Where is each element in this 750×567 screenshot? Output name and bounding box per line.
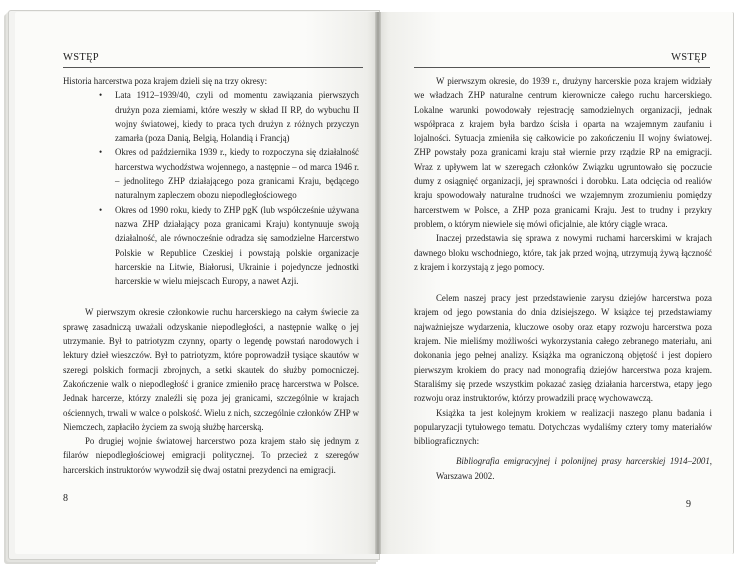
paragraph: Inaczej przedstawia się sprawa z nowymi ruchami harcerskimi w krajach dawnego bloku wschodniego, które, tak jak przed wojną, utrzymują żywą łączność z krajem i korzystają z jego pomocy. xyxy=(414,233,712,272)
paragraph: Po drugiej wojnie światowej harcerstwo poza krajem stało się jednym z filarów niepodległościowej emigracji politycznej. To przecież z szeregów harcerskich instruktorów wywodził się dwaj ostatni prezydenci na emigracji. xyxy=(63,436,359,475)
list-item: • Okres od 1990 roku, kiedy to ZHP pgK (lub współcześnie używana nazwa ZHP działający poza granicami Kraju) kontynuuje swoją działalność, ale równocześnie odradza się samodzielne Harcerstwo Polskie w Republice Czeskiej i powstają polskie organizacje harcerskie na Litwie, Białorusi, Ukrainie i pojedyncze jednostki harcerskie w wielu miejscach Europy, a nawet Azji. xyxy=(115,203,359,289)
intro-paragraph: Historia harcerstwa poza krajem dzieli się na trzy okresy: xyxy=(63,76,268,86)
paragraph: W pierwszym okresie członkowie ruchu harcerskiego na całym świecie za sprawę zasadniczą uważali odzyskanie niepodległości, a następnie walkę o jej utrzymanie. Był to patriotyzm czynny, oparty o legendę powstań narodowych i lektury dzieł wieszczów. Był to patriotyzm, które poprowadził tysiące skautów w szeregi polskich formacji zbrojnych, a setki skautek do służby pomocniczej. Zakończenie walk o niepodległość i granice zmieniło pracę harcerstwa w Polsce. Jednak harcerze, którzy znaleźli się poza jej granicami, szczególnie w krajach ościennych, trwali w walce o polskość. Wielu z nich, szczególnie członków ZHP w Niemczech, zapłaciło życiem za swoją służbę harcerską. xyxy=(63,307,359,432)
header-rule-left xyxy=(63,67,363,68)
paragraph: W pierwszym okresie, do 1939 r., drużyny harcerskie poza krajem widziały we władzach ZHP naturalne centrum kierownicze całego ruchu harcerskiego. Lokalne warunki powodowały rejestrację samodzielnych organizacji, jednak współpraca z krajem była bardzo ścisła i oparta na wzajemnym zaufaniu i lojalności. Sytuacja zmieniła się całkowicie po zakończeniu II wojny światowej. ZHP powstały poza granicami kraju stał wiernie przy rządzie RP na emigracji. Wraz z upływem lat w szeregach członków Związku ugruntowało się poczucie dumy z osiągnięć organizacji, jej sprawności i dorobku. Lata odcięcia od realiów kraju spowodowały naturalne trudności we wzajemnym zrozumieniu pomiędzy harcerstwem w Polsce, a ZHP poza granicami Kraju. Jest to trudny i przykry problem, o którym niewiele się mówi oficjalnie, ale który ciągle wraca. xyxy=(414,76,712,229)
periods-list xyxy=(63,88,359,288)
list-item: • Okres od października 1939 r., kiedy to rozpoczyna się działalność harcerstwa wychodźstwa wojennego, a następnie – od marca 1946 r. – jednolitego ZHP działającego poza granicami Kraju, będącego naturalnym zapleczem obozu niepodległościowego xyxy=(115,145,359,202)
bibliography-title: Bibliografia emigracyjnej i polonijnej prasy harcerskiej 1914–2001 xyxy=(456,456,710,467)
paragraph: Książka ta jest kolejnym krokiem w realizacji naszego planu badania i popularyzacji tytułowego tematu. Dotychczas wydaliśmy cztery tomy materiałów bibliograficznych: xyxy=(414,407,712,447)
page-number-left: 8 xyxy=(63,493,68,504)
header-rule-right xyxy=(414,67,710,68)
book-gutter xyxy=(375,12,381,554)
list-item: • Lata 1912–1939/40, czyli od momentu zawiązania pierwszych drużyn poza ziemiami, które weszły w skład II RP, do wybuchu II wojny światowej, kiedy to praca tych drużyn z różnych przyczyn zamarła (poza Danią, Belgią, Holandią i Francją) xyxy=(115,88,359,145)
bibliography-entry xyxy=(414,454,712,483)
bibliography-details: , Warszawa 2002. xyxy=(436,456,712,481)
paragraph: Celem naszej pracy jest przedstawienie zarysu dziejów harcerstwa poza krajem od jego powstania do dnia dzisiejszego. W książce tej przedstawiamy najważniejsze wydarzenia, kluczowe osoby oraz etapy rozwoju harcerstwa poza krajem. Nie mieliśmy możliwości wykorzystania całego zebranego materiału, ani dokonania jego pełnej analizy. Książka ma ograniczoną objętość i jest dopiero pierwszym krokiem do pracy nad monografią dziejów harcerstwa poza krajem. Staraliśmy się przede wszystkim pokazać zasięg działania harcerstwa, etapy jego rozwoju oraz instruktorów, którzy prowadzili pracę wychowawczą. xyxy=(414,293,712,404)
left-page-body xyxy=(63,74,359,477)
running-head-left: WSTĘP xyxy=(63,52,99,63)
right-page-body xyxy=(414,74,712,483)
right-page xyxy=(378,12,734,554)
page-number-right: 9 xyxy=(686,499,691,510)
left-page xyxy=(15,12,378,554)
running-head-right: WSTĘP xyxy=(671,52,707,63)
